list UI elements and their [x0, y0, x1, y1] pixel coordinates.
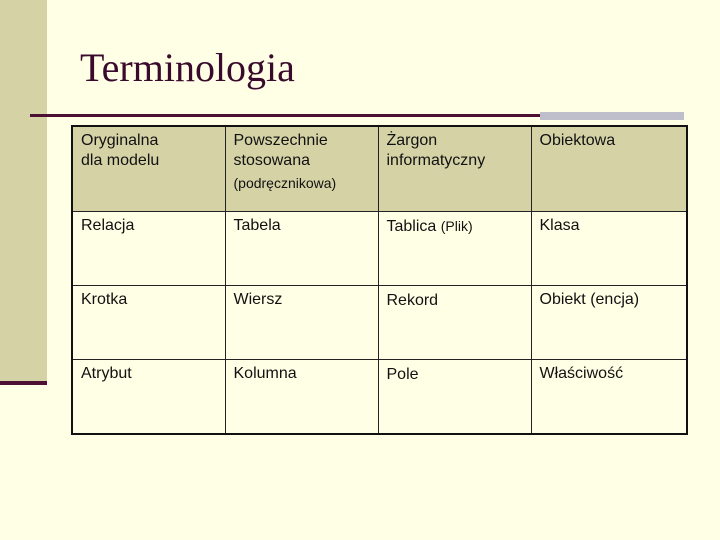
header-cell-original [72, 126, 225, 212]
header-common-note: (podręcznikowa) [233, 175, 337, 191]
terminology-table [71, 125, 688, 435]
table-cell: Relacja [72, 212, 225, 286]
table-cell: Klasa [531, 212, 687, 286]
terminology-table-container [71, 125, 686, 435]
left-decorative-bar [0, 0, 47, 381]
header-common-line2: stosowana [233, 152, 310, 169]
table-cell: Kolumna [225, 360, 378, 435]
header-cell-jargon [378, 126, 531, 212]
table-row [72, 286, 687, 360]
title-rule-accent [540, 112, 684, 120]
title-rule [30, 114, 540, 117]
header-cell-object [531, 126, 687, 212]
header-object-line1: Obiektowa [539, 132, 616, 149]
table-cell: Właściwość [531, 360, 687, 435]
table-row [72, 212, 687, 286]
header-jargon-line2: informatyczny [386, 152, 486, 169]
table-cell [378, 286, 531, 360]
header-original-line1: Oryginalna [81, 132, 159, 149]
table-cell: Atrybut [72, 360, 225, 435]
header-jargon-line1: Żargon [386, 132, 438, 149]
table-cell: Tabela [225, 212, 378, 286]
header-cell-common [225, 126, 378, 212]
slide-title: Terminologia [80, 45, 295, 90]
table-cell: Krotka [72, 286, 225, 360]
table-cell [378, 360, 531, 435]
left-bar-accent [0, 381, 47, 385]
header-original-line2: dla modelu [81, 152, 160, 169]
table-cell: Obiekt (encja) [531, 286, 687, 360]
table-row [72, 360, 687, 435]
cell-text: Pole [386, 366, 419, 383]
table-header-row [72, 126, 687, 212]
header-common-line1: Powszechnie [233, 132, 328, 149]
cell-text: Rekord [386, 292, 439, 309]
table-cell [378, 212, 531, 286]
table-cell: Wiersz [225, 286, 378, 360]
cell-note: (Plik) [440, 218, 473, 234]
cell-text: Tablica [386, 218, 437, 235]
